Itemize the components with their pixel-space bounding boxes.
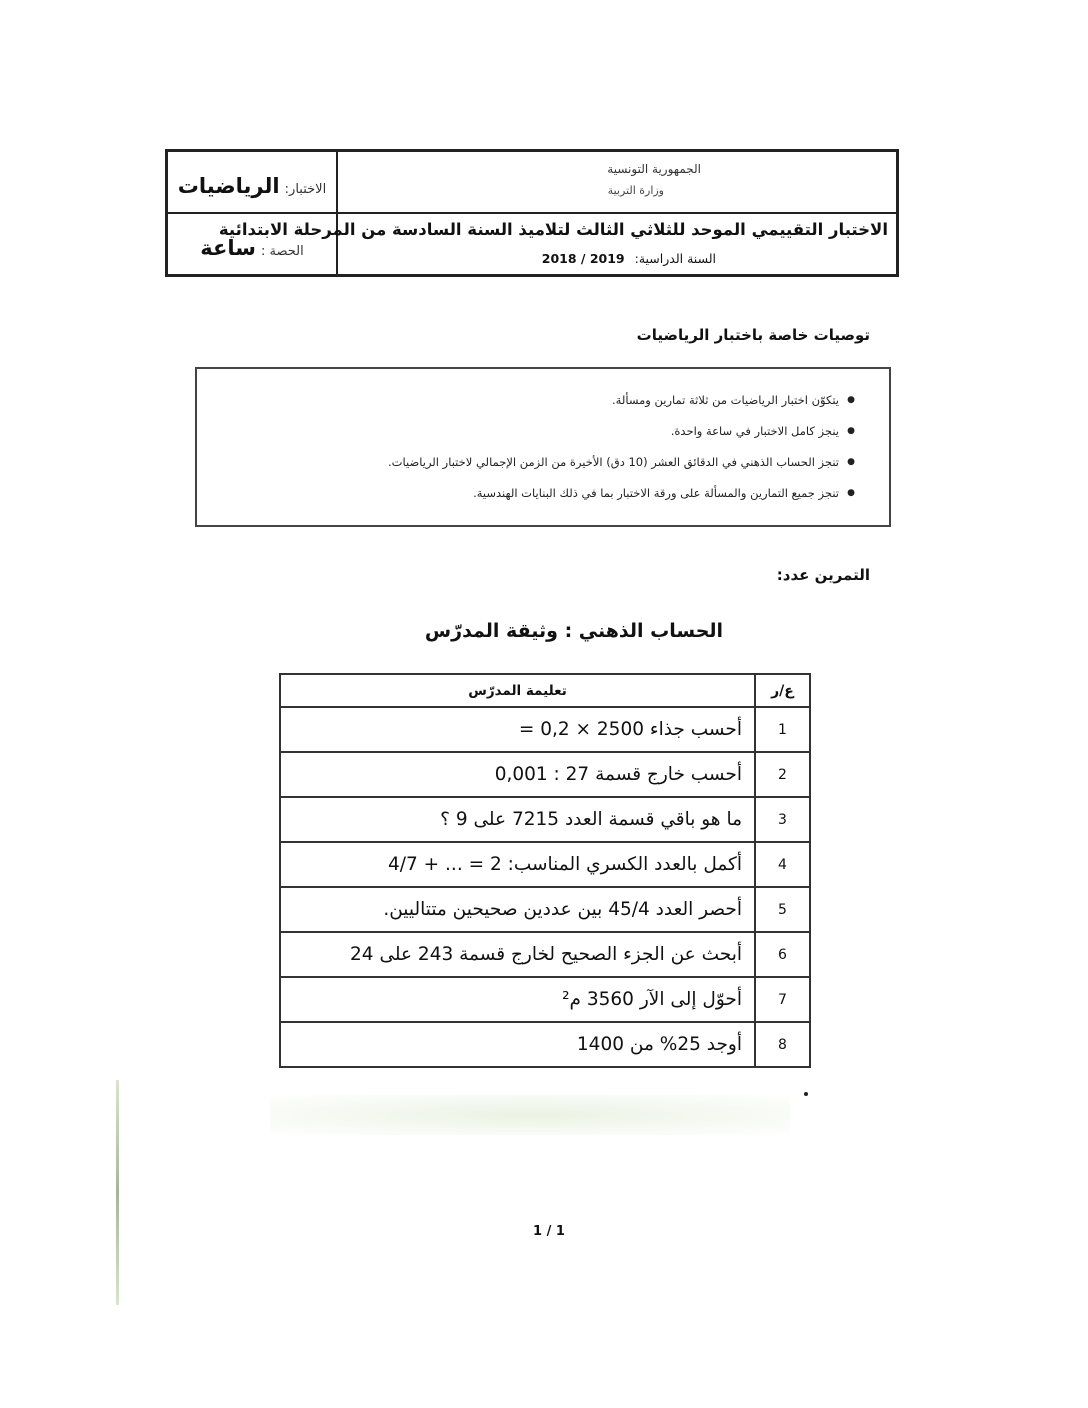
question-text: أحوّل إلى الآر 3560 م² [280, 977, 755, 1022]
republic-label: الجمهورية التونسية [607, 162, 701, 176]
table-row [280, 977, 810, 1022]
recommendations-box [195, 367, 891, 527]
duration-line [168, 236, 336, 260]
subject-line [168, 174, 336, 198]
question-number: 2 [755, 752, 810, 797]
question-text: أحسب خارج قسمة 27 : 0,001 [280, 752, 755, 797]
table-row [280, 1022, 810, 1067]
table-row [280, 797, 810, 842]
questions-table [279, 673, 811, 1068]
question-number: 5 [755, 887, 810, 932]
table-row [280, 932, 810, 977]
school-year-value: 2018 / 2019 [541, 251, 625, 266]
question-text: أكمل بالعدد الكسري المناسب: [507, 854, 742, 875]
header-duration-cell [168, 214, 336, 274]
recommendation-item: ● تنجز الحساب الذهني في الدقائق العشر (10 دق) الأخيرة من الزمن الإجمالي لاختبار الرياضيات. [197, 453, 839, 484]
header-institution-cell [336, 152, 896, 214]
question-text: أحصر العدد 45/4 بين عددين صحيحين متتاليين. [280, 887, 755, 932]
question-text: أبحث عن الجزء الصحيح لخارج قسمة 243 على 24 [280, 932, 755, 977]
scan-smudge [270, 1095, 790, 1135]
subject-label: الاختبار: [284, 182, 327, 197]
recommendation-item: ● يتكوّن اختبار الرياضيات من ثلاثة تمارين ومسألة. [197, 391, 839, 422]
stray-dot [804, 1092, 808, 1096]
recommendations-list [197, 369, 889, 515]
ministry-label: وزارة التربية [607, 184, 664, 197]
question-text: ما هو باقي قسمة العدد 7215 على 9 ؟ [280, 797, 755, 842]
question-number: 4 [755, 842, 810, 887]
question-number: 6 [755, 932, 810, 977]
page-number: 1 / 1 [533, 1224, 565, 1239]
question-cell [280, 842, 755, 887]
question-number: 1 [755, 707, 810, 752]
mental-math-title: الحساب الذهني : وثيقة المدرّس [424, 620, 724, 642]
question-number: 7 [755, 977, 810, 1022]
duration-value: ساعة [200, 236, 256, 260]
subject-value: الرياضيات [177, 174, 280, 198]
exercise-title: التمرين عدد: [776, 566, 870, 584]
question-text: أحسب جذاء 2500 × 0,2 = [280, 707, 755, 752]
column-header-instruction: تعليمة المدرّس [280, 674, 755, 707]
school-year [542, 251, 716, 266]
recommendation-item: ● ينجز كامل الاختبار في ساعة واحدة. [197, 422, 839, 453]
table-row [280, 887, 810, 932]
recommendation-item: ● تنجز جميع التمارين والمسألة على ورقة الاختبار بما في ذلك البنايات الهندسية. [197, 484, 839, 515]
exam-title: الاختبار التقييمي الموحد للثلاثي الثالث لتلاميذ السنة السادسة من المرحلة الابتدائية [218, 220, 888, 239]
exam-header [165, 149, 899, 277]
recommendations-title: توصيات خاصة باختبار الرياضيات [636, 326, 870, 344]
question-math: 4/7 + ... = 2 [388, 854, 502, 875]
table-row [280, 707, 810, 752]
table-row [280, 752, 810, 797]
question-number: 8 [755, 1022, 810, 1067]
column-header-number: ع/ر [755, 674, 810, 707]
page-edge-stain [116, 1080, 119, 1305]
question-number: 3 [755, 797, 810, 842]
school-year-label: السنة الدراسية: [634, 251, 716, 266]
header-subject-cell [168, 152, 336, 214]
table-header-row [280, 674, 810, 707]
question-text: أوجد 25% من 1400 [280, 1022, 755, 1067]
table-row [280, 842, 810, 887]
duration-label: الحصة : [260, 244, 304, 259]
